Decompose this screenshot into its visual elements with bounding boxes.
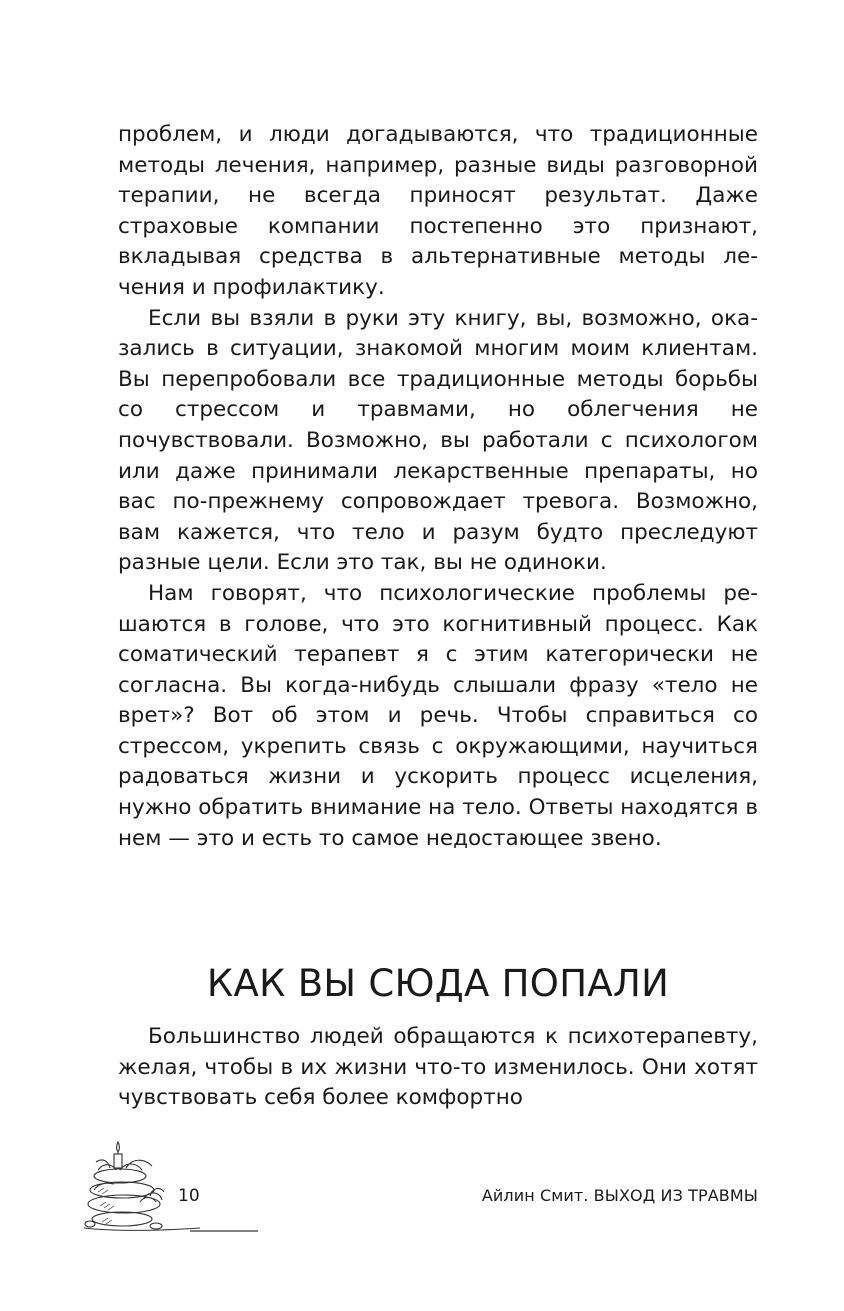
paragraph: Если вы взяли в руки эту книгу, вы, возможно, оказались в ситуации, знакомой многим моим клиентам. Вы перепробовали все традиционные методы борьбы со стрессом и травмами, но облегчения не почувствовали. Возможно, вы работали с психологом или даже принимали лекарственные препараты, но вас по-прежнему сопровождает тревога. Возможно, вам кажется, что тело и разум будто преследуют разные цели. Если это так, вы не одиноки. — [118, 305, 758, 576]
paragraph: Нам говорят, что психологические проблемы решаются в голове, что это когнитивный процесс. Как соматический терапевт я с этим категорически не согласна. Вы когда-нибудь слышали фразу «тело не врет»? Вот об этом и речь. Чтобы справиться со стрессом, укрепить связь с окружающими, научиться радоваться жизни и ускорить процесс исцеления, нужно обратить внимание на тело. Ответы находятся в нем — это и есть то самое недостающее звено. — [118, 580, 758, 851]
page-number: 10 — [178, 1186, 200, 1206]
paragraph: проблем, и люди догадываются, что традиционные методы лечения, например, разные виды разговорной терапии, не всегда приносят результат. Даже страховые компании постепенно это признают, вкладывая средства в альтернативные методы лечения и профилактику. — [118, 122, 758, 300]
body-text-section — [118, 120, 758, 854]
section-heading: КАК ВЫ СЮДА ПОПАЛИ — [206, 962, 670, 1005]
stacked-stones-candle-icon — [80, 1140, 265, 1235]
body-text-section-2 — [118, 1022, 758, 1114]
paragraph: Большинство людей обращаются к психотерапевту, желая, чтобы в их жизни что-то изменилось. Они хотят чувствовать себя более комфортно — [118, 1024, 758, 1111]
running-title: Айлин Смит. ВЫХОД ИЗ ТРАВМЫ — [481, 1186, 758, 1205]
